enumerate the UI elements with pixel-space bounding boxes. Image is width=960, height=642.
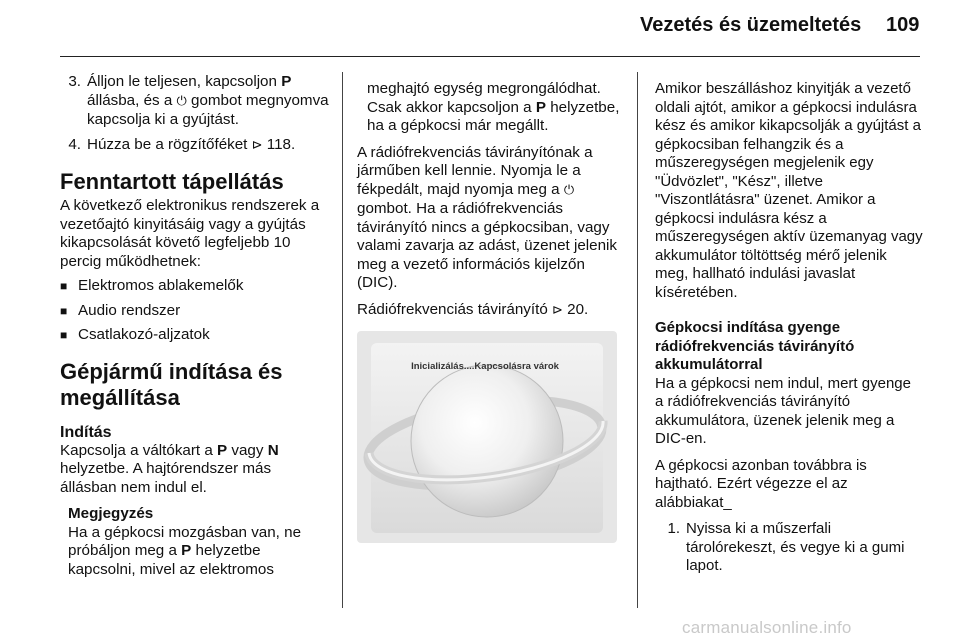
paragraph [60, 442, 330, 498]
gear-letter: P [217, 441, 228, 459]
text-run: Rádiófrekvenciás távirányító [357, 300, 552, 318]
text-run: Húzza be a rögzítőféket [87, 135, 252, 153]
text-run: A rádiófrekvenciás távirányítónak a járműben kell lennie. Nyomja le a fékpedált, majd nyomja meg a [357, 143, 593, 198]
header-rule [60, 56, 920, 57]
column-divider-1 [342, 72, 343, 608]
text-run: helyzetbe kapcsolni, mivel az elektromos [68, 542, 274, 578]
list-item-step-4 [60, 136, 330, 156]
gear-letter: P [181, 542, 192, 559]
bullet-square-icon: ■ [60, 328, 68, 342]
paragraph: A gépkocsi azonban továbbra is hajtható. Ezért végezze el az alábbiakat_ [655, 456, 867, 511]
text-run: helyzetbe. A hajtórendszer más állásban nem indul el. [60, 460, 272, 496]
paragraph [357, 144, 629, 293]
text-run: állásba, és a [87, 91, 177, 109]
text-run: meghajtó egység megrongálódhat. Csak akkor kapcsoljon a [367, 80, 601, 116]
page-reference: 20. [562, 300, 589, 318]
text-run: Kapcsolja a váltókart a [60, 441, 218, 459]
list-number: 1. [667, 520, 680, 537]
column-2 [357, 80, 629, 320]
column-divider-2 [637, 72, 638, 608]
note-text [68, 524, 330, 580]
power-icon: ⏻ [563, 182, 575, 198]
bullet-text: Elektromos ablakemelők [78, 277, 244, 294]
list-number: 3. [68, 73, 81, 90]
page-number: 109 [886, 14, 920, 36]
list-text [87, 136, 295, 156]
paragraph [357, 301, 629, 321]
dic-message-text: Inicializálás....Kapcsolásra várok [411, 361, 559, 372]
page-reference-icon: ⊳ [251, 137, 263, 153]
column-1 [60, 73, 330, 579]
bullet-text: Csatlakozó-aljzatok [78, 326, 210, 343]
note-box [60, 505, 330, 579]
list-text: Nyissa ki a műszerfali tárolórekeszt, és vegye ki a gumi lapot. [686, 520, 905, 574]
text-run: helyzetbe, ha a gépkocsi már megállt. [367, 98, 620, 134]
bullet-item [60, 277, 330, 296]
bullet-square-icon: ■ [60, 279, 68, 293]
paragraph: Amikor beszálláshoz kinyitják a vezető oldali ajtót, amikor a gépkocsi indulásra kész és amikor kikapcsolják a gyújtást a gépkocsiban felhangzik és a műszeregységen megjelenik egy "Üdvözlet", "Kész", illetve "Viszontlátásra" üzenet. Amikor a gépkocsi indulásra kész a műszeregységen aktív üzemanyag vagy akkumulátor töltöttség mérő jelenik meg, hallható indulási javaslat kíséretében. [655, 80, 923, 301]
subheading-weak-battery: Gépkocsi indítása gyenge rádiófrekvenciás távirányító akkumulátorral [655, 319, 855, 373]
page-reference: 118. [262, 135, 296, 153]
subheading-start: Indítás [60, 423, 112, 441]
bullet-text: Audio rendszer [78, 301, 181, 319]
section-heading-power: Fenntartott tápellátás [60, 169, 284, 194]
paragraph: A következő elektronikus rendszerek a vezetőajtó kinyitásáig vagy a gyújtás kikapcsolását követő legfeljebb 10 percig működhetnek: [60, 197, 320, 270]
paragraph: Ha a gépkocsi nem indul, mert gyenge a rádiófrekvenciás távirányító akkumulátora, üzenek jelenik meg a DIC-en. [655, 374, 911, 447]
list-text [87, 73, 330, 130]
gear-letter: N [267, 441, 279, 459]
note-title: Megjegyzés [68, 505, 154, 522]
list-number: 4. [68, 135, 81, 153]
dic-screen-illustration [357, 331, 617, 543]
text-run: Álljon le teljesen, kapcsoljon [87, 73, 282, 90]
planet-ring-graphic [357, 331, 617, 543]
note-continuation [357, 80, 629, 136]
page-reference-icon: ⊳ [552, 302, 563, 318]
text-run: vagy [227, 441, 268, 459]
bullet-square-icon: ■ [60, 303, 68, 318]
list-item-step-1 [655, 520, 923, 576]
text-run: Ha a gépkocsi mozgásban van, ne próbáljon meg a [68, 523, 302, 559]
gear-letter: P [535, 98, 546, 116]
list-item-step-3 [60, 73, 330, 130]
sphere [411, 365, 563, 517]
bullet-item [60, 302, 330, 321]
gear-letter: P [281, 73, 292, 90]
text-run: gombot megnyomva kapcsolja ki a gyújtást. [87, 91, 329, 128]
watermark-text: carmanualsonline.info [682, 618, 852, 637]
power-icon: ⏻ [176, 93, 187, 109]
column-3 [655, 80, 923, 576]
page-header-title: Vezetés és üzemeltetés [640, 14, 862, 36]
section-heading-start-stop: Gépjármű indítása és megállítása [60, 358, 283, 410]
bullet-item [60, 326, 330, 345]
text-run: gombot. Ha a rádiófrekvenciás távirányító nincs a gépkocsiban, vagy valami zavarja az adást, üzenet jelenik meg a vezető információs kijelzőn (DIC). [357, 200, 618, 291]
